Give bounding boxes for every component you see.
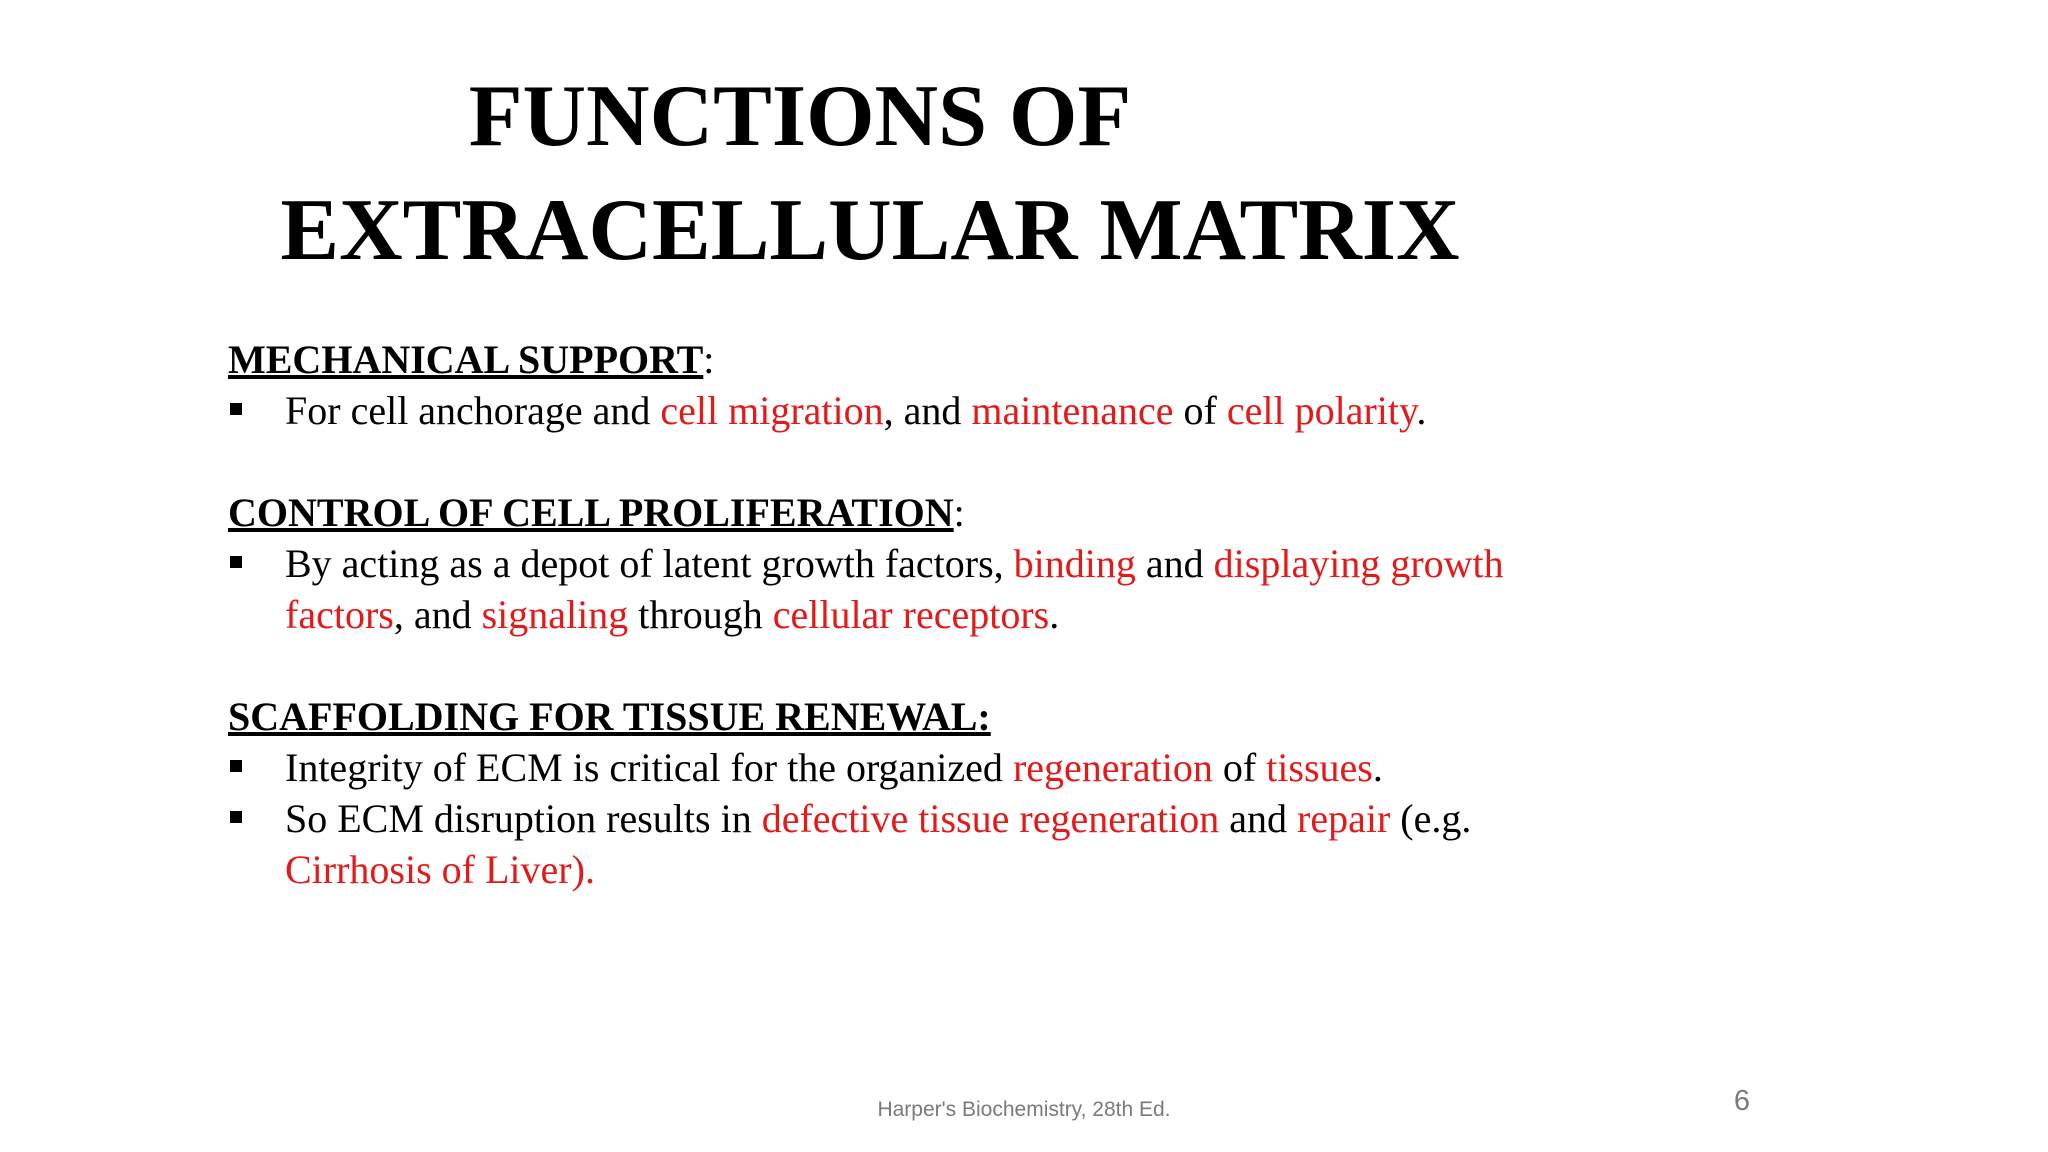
- square-bullet-icon: [230, 760, 242, 772]
- section: [228, 334, 1628, 436]
- section-heading: MECHANICAL SUPPORT: [228, 337, 704, 382]
- bullet-list: [228, 742, 1628, 895]
- square-bullet-icon: [230, 403, 242, 415]
- section: [228, 691, 1628, 895]
- footer-source: Harper's Biochemistry, 28th Ed.: [877, 1098, 1171, 1121]
- page-number: 6: [1733, 1085, 1750, 1117]
- highlighted-term: Cirrhosis of Liver).: [285, 847, 595, 892]
- slide-content: [228, 334, 1628, 895]
- square-bullet-icon: [230, 556, 242, 568]
- bullet-text: .: [1372, 745, 1383, 790]
- bullet-text: .: [1416, 388, 1427, 433]
- highlighted-term: cell migration: [660, 388, 884, 433]
- section-heading-row: [228, 487, 1628, 538]
- highlighted-term: binding: [1013, 541, 1136, 586]
- bullet-text: For cell anchorage and: [285, 388, 661, 433]
- highlighted-term: regeneration: [1012, 745, 1213, 790]
- bullet-list: [228, 385, 1628, 436]
- section-heading: CONTROL OF CELL PROLIFERATION: [228, 490, 954, 535]
- highlighted-term: repair: [1297, 796, 1391, 841]
- title-line-2: EXTRACELLULAR MATRIX: [280, 182, 1460, 279]
- title-line-1: FUNCTIONS OF: [468, 68, 1132, 165]
- highlighted-term: displaying growth factors: [285, 541, 1504, 637]
- bullet-text: Integrity of ECM is critical for the organized: [285, 745, 1013, 790]
- bullet-item: [228, 385, 1628, 436]
- section: [228, 487, 1628, 640]
- bullet-list: [228, 538, 1628, 640]
- bullet-item: [228, 742, 1628, 793]
- section-heading-row: [228, 691, 1628, 742]
- bullet-text: and: [1219, 796, 1298, 841]
- bullet-text: .: [1049, 592, 1060, 637]
- section-heading: SCAFFOLDING FOR TISSUE RENEWAL:: [228, 694, 991, 739]
- section-heading-suffix: :: [703, 337, 715, 382]
- highlighted-term: cellular receptors: [772, 592, 1050, 637]
- section-heading-suffix: :: [953, 490, 965, 535]
- bullet-text: By acting as a depot of latent growth factors,: [285, 541, 1014, 586]
- slide-title: [150, 60, 1590, 288]
- bullet-text: , and: [883, 388, 972, 433]
- bullet-item: [228, 538, 1628, 640]
- bullet-text: of: [1212, 745, 1267, 790]
- bullet-text: So ECM disruption results in: [285, 796, 762, 841]
- highlighted-term: tissues: [1266, 745, 1373, 790]
- section-heading-row: [228, 334, 1628, 385]
- bullet-text: (e.g.: [1390, 796, 1472, 841]
- highlighted-term: defective tissue regeneration: [761, 796, 1220, 841]
- highlighted-term: cell polarity: [1226, 388, 1417, 433]
- bullet-item: [228, 793, 1628, 895]
- highlighted-term: signaling: [481, 592, 629, 637]
- bullet-text: and: [1135, 541, 1214, 586]
- highlighted-term: maintenance: [971, 388, 1174, 433]
- square-bullet-icon: [230, 811, 242, 823]
- bullet-text: of: [1173, 388, 1227, 433]
- bullet-text: , and: [393, 592, 482, 637]
- bullet-text: through: [628, 592, 773, 637]
